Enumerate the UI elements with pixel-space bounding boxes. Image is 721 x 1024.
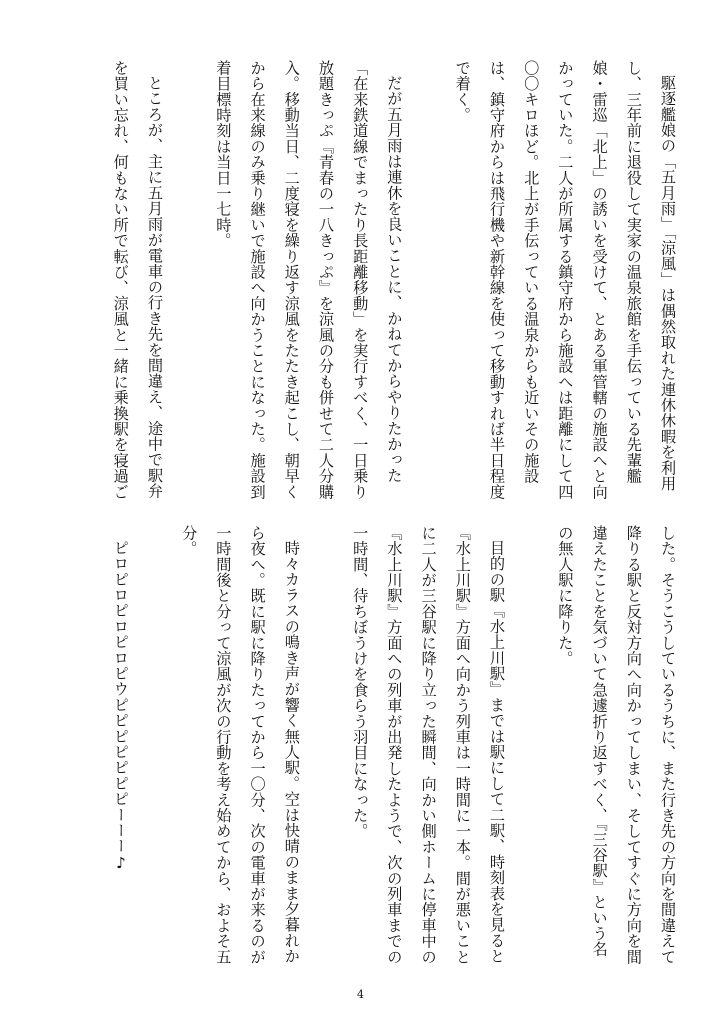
blank-line xyxy=(411,60,445,504)
upper-text-block xyxy=(104,60,685,504)
paragraph: 駆逐艦娘の「五月雨」「涼風」は偶然取れた連休休暇を利用し、三年前に退役して実家の温泉旅館を手伝っている先輩艦娘・雷巡「北上」の誘いを受けて、とある軍管轄の施設へと向かっていた。二人が所属する鎮守府から施設へは距離にして四〇〇キロほど。北上が手伝っている温泉からも近いその施設は、鎮守府からは飛行機や新幹線を使って移動すれば半日程度で着く。 xyxy=(453,60,677,500)
lower-text-block xyxy=(104,525,685,965)
blank-line xyxy=(172,60,206,504)
blank-line xyxy=(309,525,343,965)
paragraph: 目的の駅『水上川駅』までは駅にして二駅、時刻表を見ると『水上川駅』方面へ向かう列車は一時間に一本。間が悪いことに二人が三谷駅に降り立った瞬間、向かい側ホームに停車中の『水上川駅』方面への列車が出発したようで、次の列車までの一時間、待ちぼうけを食らう羽目になった。 xyxy=(351,525,506,965)
paragraph: だが五月雨は連休を良いことに、かねてからやりたかった「在来鉄道線でまったり長距離移動」を実行すべく、一日乗り放題きっぷ『青春の一八きっぷ』を涼風の分も併せて二人分購入。移動当日、二度寝を繰り返す涼風をたたき起こし、朝早くから在来線のみ乗り継いで施設へ向かうことになった。施設到着目標時刻は当日一七時。 xyxy=(214,60,404,500)
paragraph: ところが、主に五月雨が電車の行き先を間違え、途中で駅弁を買い忘れ、何もない所で転び、涼風と一緒に乗換駅を寝過ご xyxy=(111,60,164,500)
paragraph-continued: した。そうこうしているうちに、また行き先の方向を間違えて降りる駅と反対方向へ向かってしまい、そしてすぐに方向を間違えたことを気づいて急遽折り返すべく、『三谷駅』という名の無人駅に降りた。 xyxy=(556,525,677,965)
sound-effect-line: ピロピロピロピロピウピピピピピピピーーー♪ xyxy=(111,540,130,873)
paragraph: 時々カラスの鳴き声が響く無人駅。空は快晴のまま夕暮れから夜へ。既に駅に降りたってから一〇分、次の電車が来るのが一時間後と分って涼風が次の行動を考え始めてから、およそ五分。 xyxy=(180,525,301,965)
blank-line xyxy=(514,525,548,965)
page-number: 4 xyxy=(357,988,364,1001)
blank-line xyxy=(138,525,172,965)
